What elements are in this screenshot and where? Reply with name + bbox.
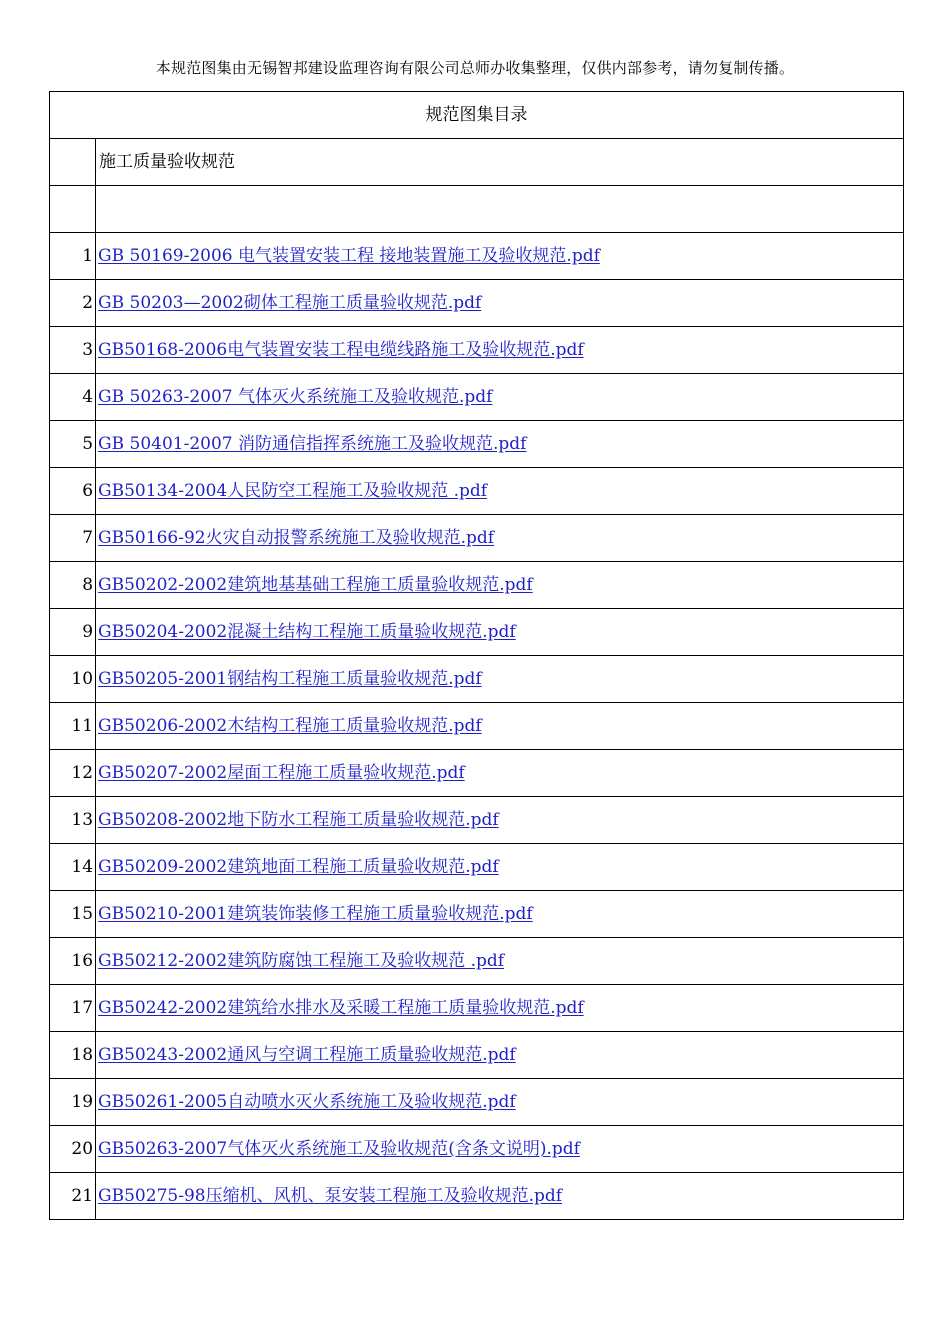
row-number: 11 bbox=[50, 703, 96, 750]
table-row bbox=[50, 938, 904, 985]
pdf-link[interactable]: GB50261-2005自动喷水灭火系统施工及验收规范.pdf bbox=[98, 1092, 516, 1112]
row-number: 10 bbox=[50, 656, 96, 703]
row-name-cell bbox=[96, 1079, 904, 1126]
row-name-cell bbox=[96, 280, 904, 327]
row-number: 17 bbox=[50, 985, 96, 1032]
pdf-link[interactable]: GB50208-2002地下防水工程施工质量验收规范.pdf bbox=[98, 810, 499, 830]
table-row bbox=[50, 1079, 904, 1126]
row-name-cell bbox=[96, 1032, 904, 1079]
row-number: 2 bbox=[50, 280, 96, 327]
row-number: 14 bbox=[50, 844, 96, 891]
row-number: 5 bbox=[50, 421, 96, 468]
section-number-cell bbox=[50, 139, 96, 186]
row-name-cell bbox=[96, 421, 904, 468]
section-row bbox=[50, 139, 904, 186]
table-row bbox=[50, 891, 904, 938]
row-number: 8 bbox=[50, 562, 96, 609]
table-row bbox=[50, 515, 904, 562]
pdf-link[interactable]: GB50204-2002混凝土结构工程施工质量验收规范.pdf bbox=[98, 622, 516, 642]
row-name-cell bbox=[96, 797, 904, 844]
row-name-cell bbox=[96, 562, 904, 609]
row-number: 7 bbox=[50, 515, 96, 562]
table-row bbox=[50, 656, 904, 703]
table-row bbox=[50, 985, 904, 1032]
row-name-cell bbox=[96, 891, 904, 938]
pdf-link[interactable]: GB50205-2001钢结构工程施工质量验收规范.pdf bbox=[98, 669, 482, 689]
table-row bbox=[50, 233, 904, 280]
table-row bbox=[50, 1173, 904, 1220]
row-number: 15 bbox=[50, 891, 96, 938]
catalog-table bbox=[49, 91, 904, 1220]
row-name-cell bbox=[96, 609, 904, 656]
table-row bbox=[50, 750, 904, 797]
row-name-cell bbox=[96, 233, 904, 280]
row-name-cell bbox=[96, 703, 904, 750]
catalog-title: 规范图集目录 bbox=[50, 92, 904, 139]
pdf-link[interactable]: GB50134-2004人民防空工程施工及验收规范 .pdf bbox=[98, 481, 488, 501]
row-name-cell bbox=[96, 985, 904, 1032]
blank-row bbox=[50, 186, 904, 233]
table-row bbox=[50, 703, 904, 750]
blank-number-cell bbox=[50, 186, 96, 233]
row-name-cell bbox=[96, 327, 904, 374]
row-name-cell bbox=[96, 468, 904, 515]
pdf-link[interactable]: GB50168-2006电气装置安装工程电缆线路施工及验收规范.pdf bbox=[98, 340, 584, 360]
row-number: 3 bbox=[50, 327, 96, 374]
table-row bbox=[50, 609, 904, 656]
row-number: 20 bbox=[50, 1126, 96, 1173]
row-name-cell bbox=[96, 750, 904, 797]
pdf-link[interactable]: GB50202-2002建筑地基基础工程施工质量验收规范.pdf bbox=[98, 575, 533, 595]
row-number: 16 bbox=[50, 938, 96, 985]
pdf-link[interactable]: GB50275-98压缩机、风机、泵安装工程施工及验收规范.pdf bbox=[98, 1186, 563, 1206]
pdf-link[interactable]: GB 50169-2006 电气装置安装工程 接地装置施工及验收规范.pdf bbox=[98, 246, 600, 266]
table-row bbox=[50, 280, 904, 327]
pdf-link[interactable]: GB 50401-2007 消防通信指挥系统施工及验收规范.pdf bbox=[98, 434, 527, 454]
section-heading: 施工质量验收规范 bbox=[96, 139, 904, 186]
pdf-link[interactable]: GB50263-2007气体灭火系统施工及验收规范(含条文说明).pdf bbox=[98, 1139, 580, 1159]
pdf-link[interactable]: GB50206-2002木结构工程施工质量验收规范.pdf bbox=[98, 716, 482, 736]
row-name-cell bbox=[96, 515, 904, 562]
row-number: 12 bbox=[50, 750, 96, 797]
table-row bbox=[50, 562, 904, 609]
title-row bbox=[50, 92, 904, 139]
row-number: 4 bbox=[50, 374, 96, 421]
row-number: 13 bbox=[50, 797, 96, 844]
pdf-link[interactable]: GB 50203—2002砌体工程施工质量验收规范.pdf bbox=[98, 293, 482, 313]
row-number: 1 bbox=[50, 233, 96, 280]
pdf-link[interactable]: GB50166-92火灾自动报警系统施工及验收规范.pdf bbox=[98, 528, 495, 548]
table-row bbox=[50, 1032, 904, 1079]
table-row bbox=[50, 374, 904, 421]
pdf-link[interactable]: GB50243-2002通风与空调工程施工质量验收规范.pdf bbox=[98, 1045, 516, 1065]
row-number: 18 bbox=[50, 1032, 96, 1079]
row-name-cell bbox=[96, 1173, 904, 1220]
row-number: 9 bbox=[50, 609, 96, 656]
row-name-cell bbox=[96, 938, 904, 985]
header-notice: 本规范图集由无锡智邦建设监理咨询有限公司总师办收集整理，仅供内部参考，请勿复制传播。 bbox=[155, 59, 795, 77]
table-row bbox=[50, 797, 904, 844]
pdf-link[interactable]: GB50209-2002建筑地面工程施工质量验收规范.pdf bbox=[98, 857, 499, 877]
catalog-body bbox=[50, 92, 904, 1220]
row-name-cell bbox=[96, 1126, 904, 1173]
table-row bbox=[50, 1126, 904, 1173]
table-row bbox=[50, 468, 904, 515]
pdf-link[interactable]: GB50207-2002屋面工程施工质量验收规范.pdf bbox=[98, 763, 465, 783]
pdf-link[interactable]: GB50242-2002建筑给水排水及采暖工程施工质量验收规范.pdf bbox=[98, 998, 584, 1018]
row-name-cell bbox=[96, 844, 904, 891]
table-row bbox=[50, 327, 904, 374]
row-number: 21 bbox=[50, 1173, 96, 1220]
pdf-link[interactable]: GB50212-2002建筑防腐蚀工程施工及验收规范 .pdf bbox=[98, 951, 505, 971]
blank-name-cell bbox=[96, 186, 904, 233]
pdf-link[interactable]: GB 50263-2007 气体灭火系统施工及验收规范.pdf bbox=[98, 387, 493, 407]
row-name-cell bbox=[96, 656, 904, 703]
row-name-cell bbox=[96, 374, 904, 421]
pdf-link[interactable]: GB50210-2001建筑装饰装修工程施工质量验收规范.pdf bbox=[98, 904, 533, 924]
table-row bbox=[50, 421, 904, 468]
table-row bbox=[50, 844, 904, 891]
row-number: 6 bbox=[50, 468, 96, 515]
row-number: 19 bbox=[50, 1079, 96, 1126]
